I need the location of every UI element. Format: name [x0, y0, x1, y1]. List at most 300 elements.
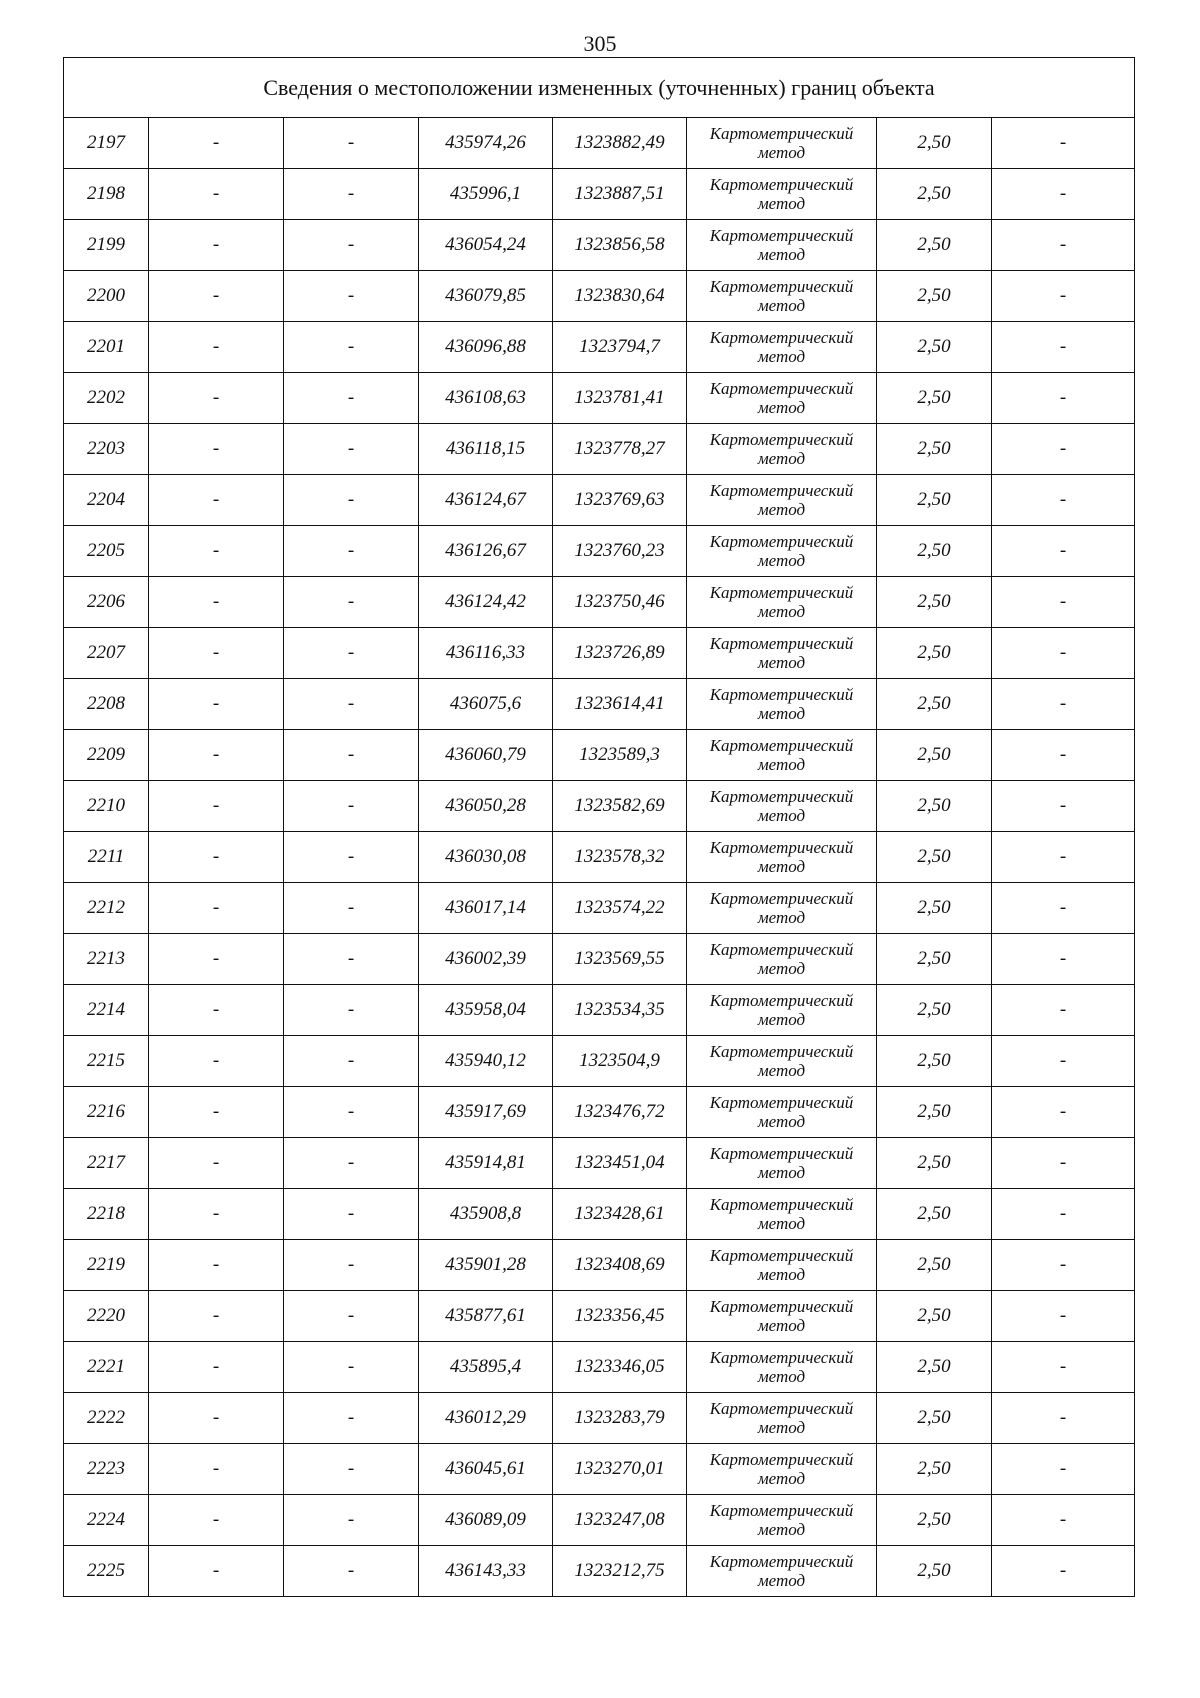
method-cell: [687, 1036, 877, 1087]
y-coordinate-cell: 1323781,41: [553, 373, 687, 424]
y-coordinate-cell: 1323769,63: [553, 475, 687, 526]
method-cell: [687, 832, 877, 883]
empty-value-cell: -: [149, 118, 284, 169]
empty-value-cell: -: [992, 169, 1135, 220]
point-number-cell: 2213: [64, 934, 149, 985]
method-line-2: метод: [757, 347, 806, 366]
table-row: [64, 1240, 1135, 1291]
method-line-2: метод: [757, 1469, 806, 1488]
table-row: [64, 985, 1135, 1036]
table-row: [64, 1342, 1135, 1393]
y-coordinate-cell: 1323726,89: [553, 628, 687, 679]
empty-value-cell: -: [149, 526, 284, 577]
method-line-2: метод: [757, 959, 806, 978]
method-line-1: Картометрический: [709, 1246, 854, 1265]
table-row: [64, 577, 1135, 628]
x-coordinate-cell: 435895,4: [419, 1342, 553, 1393]
method-cell: [687, 475, 877, 526]
method-cell: [687, 1240, 877, 1291]
empty-value-cell: -: [284, 1138, 419, 1189]
table-row: [64, 1495, 1135, 1546]
empty-value-cell: -: [992, 1138, 1135, 1189]
x-coordinate-cell: 436079,85: [419, 271, 553, 322]
empty-value-cell: -: [149, 1189, 284, 1240]
method-line-2: метод: [757, 1163, 806, 1182]
x-coordinate-cell: 436012,29: [419, 1393, 553, 1444]
accuracy-cell: 2,50: [877, 781, 992, 832]
x-coordinate-cell: 435917,69: [419, 1087, 553, 1138]
method-cell: [687, 118, 877, 169]
accuracy-cell: 2,50: [877, 1342, 992, 1393]
empty-value-cell: -: [992, 577, 1135, 628]
empty-value-cell: -: [992, 1546, 1135, 1597]
empty-value-cell: -: [992, 475, 1135, 526]
method-cell: [687, 883, 877, 934]
method-line-1: Картометрический: [709, 1297, 854, 1316]
x-coordinate-cell: 435914,81: [419, 1138, 553, 1189]
y-coordinate-cell: 1323578,32: [553, 832, 687, 883]
empty-value-cell: -: [284, 373, 419, 424]
point-number-cell: 2206: [64, 577, 149, 628]
y-coordinate-cell: 1323283,79: [553, 1393, 687, 1444]
accuracy-cell: 2,50: [877, 526, 992, 577]
method-line-1: Картометрический: [709, 124, 854, 143]
method-line-1: Картометрический: [709, 838, 854, 857]
empty-value-cell: -: [284, 1393, 419, 1444]
empty-value-cell: -: [284, 1444, 419, 1495]
empty-value-cell: -: [992, 1240, 1135, 1291]
point-number-cell: 2207: [64, 628, 149, 679]
method-cell: [687, 424, 877, 475]
point-number-cell: 2217: [64, 1138, 149, 1189]
y-coordinate-cell: 1323887,51: [553, 169, 687, 220]
y-coordinate-cell: 1323830,64: [553, 271, 687, 322]
empty-value-cell: -: [149, 1291, 284, 1342]
method-cell: [687, 1087, 877, 1138]
table-row: [64, 1036, 1135, 1087]
table-title: Сведения о местоположении измененных (уточненных) границ объекта: [64, 58, 1135, 118]
point-number-cell: 2219: [64, 1240, 149, 1291]
accuracy-cell: 2,50: [877, 1393, 992, 1444]
x-coordinate-cell: 435901,28: [419, 1240, 553, 1291]
x-coordinate-cell: 436126,67: [419, 526, 553, 577]
empty-value-cell: -: [149, 781, 284, 832]
method-line-2: метод: [757, 194, 806, 213]
y-coordinate-cell: 1323356,45: [553, 1291, 687, 1342]
empty-value-cell: -: [284, 1546, 419, 1597]
empty-value-cell: -: [284, 1036, 419, 1087]
empty-value-cell: -: [284, 679, 419, 730]
empty-value-cell: -: [149, 679, 284, 730]
empty-value-cell: -: [149, 475, 284, 526]
table-row: [64, 526, 1135, 577]
empty-value-cell: -: [149, 1393, 284, 1444]
y-coordinate-cell: 1323212,75: [553, 1546, 687, 1597]
accuracy-cell: 2,50: [877, 169, 992, 220]
table-row: [64, 781, 1135, 832]
method-line-1: Картометрический: [709, 1042, 854, 1061]
empty-value-cell: -: [284, 1087, 419, 1138]
accuracy-cell: 2,50: [877, 883, 992, 934]
x-coordinate-cell: 436030,08: [419, 832, 553, 883]
y-coordinate-cell: 1323778,27: [553, 424, 687, 475]
method-cell: [687, 577, 877, 628]
empty-value-cell: -: [992, 271, 1135, 322]
empty-value-cell: -: [284, 832, 419, 883]
accuracy-cell: 2,50: [877, 1138, 992, 1189]
empty-value-cell: -: [149, 577, 284, 628]
method-line-1: Картометрический: [709, 175, 854, 194]
empty-value-cell: -: [149, 322, 284, 373]
method-line-1: Картометрический: [709, 940, 854, 959]
method-line-2: метод: [757, 500, 806, 519]
accuracy-cell: 2,50: [877, 424, 992, 475]
page-number: 305: [583, 31, 617, 56]
method-line-2: метод: [757, 551, 806, 570]
x-coordinate-cell: 436118,15: [419, 424, 553, 475]
point-number-cell: 2201: [64, 322, 149, 373]
point-number-cell: 2205: [64, 526, 149, 577]
method-cell: [687, 373, 877, 424]
point-number-cell: 2200: [64, 271, 149, 322]
y-coordinate-cell: 1323408,69: [553, 1240, 687, 1291]
method-cell: [687, 985, 877, 1036]
empty-value-cell: -: [149, 271, 284, 322]
accuracy-cell: 2,50: [877, 1189, 992, 1240]
x-coordinate-cell: 436108,63: [419, 373, 553, 424]
empty-value-cell: -: [149, 220, 284, 271]
method-line-1: Картометрический: [709, 1450, 854, 1469]
table-header-row: [64, 58, 1135, 118]
method-line-2: метод: [757, 296, 806, 315]
method-line-1: Картометрический: [709, 736, 854, 755]
method-cell: [687, 1138, 877, 1189]
y-coordinate-cell: 1323270,01: [553, 1444, 687, 1495]
method-line-2: метод: [757, 245, 806, 264]
accuracy-cell: 2,50: [877, 1087, 992, 1138]
empty-value-cell: -: [992, 832, 1135, 883]
table-row: [64, 1393, 1135, 1444]
x-coordinate-cell: 436060,79: [419, 730, 553, 781]
empty-value-cell: -: [284, 1495, 419, 1546]
method-line-1: Картометрический: [709, 1195, 854, 1214]
x-coordinate-cell: 435996,1: [419, 169, 553, 220]
accuracy-cell: 2,50: [877, 118, 992, 169]
empty-value-cell: -: [284, 985, 419, 1036]
method-line-2: метод: [757, 1214, 806, 1233]
empty-value-cell: -: [992, 883, 1135, 934]
point-number-cell: 2212: [64, 883, 149, 934]
method-line-2: метод: [757, 1265, 806, 1284]
accuracy-cell: 2,50: [877, 1444, 992, 1495]
method-cell: [687, 1189, 877, 1240]
method-line-2: метод: [757, 755, 806, 774]
table-row: [64, 475, 1135, 526]
empty-value-cell: -: [284, 577, 419, 628]
empty-value-cell: -: [149, 169, 284, 220]
empty-value-cell: -: [992, 985, 1135, 1036]
method-line-1: Картометрический: [709, 1501, 854, 1520]
x-coordinate-cell: 435940,12: [419, 1036, 553, 1087]
point-number-cell: 2210: [64, 781, 149, 832]
accuracy-cell: 2,50: [877, 577, 992, 628]
empty-value-cell: -: [992, 934, 1135, 985]
method-line-2: метод: [757, 1061, 806, 1080]
accuracy-cell: 2,50: [877, 730, 992, 781]
y-coordinate-cell: 1323750,46: [553, 577, 687, 628]
method-cell: [687, 271, 877, 322]
empty-value-cell: -: [992, 424, 1135, 475]
point-number-cell: 2225: [64, 1546, 149, 1597]
y-coordinate-cell: 1323856,58: [553, 220, 687, 271]
empty-value-cell: -: [149, 934, 284, 985]
empty-value-cell: -: [992, 1036, 1135, 1087]
method-cell: [687, 730, 877, 781]
empty-value-cell: -: [284, 730, 419, 781]
accuracy-cell: 2,50: [877, 1546, 992, 1597]
point-number-cell: 2199: [64, 220, 149, 271]
method-line-1: Картометрический: [709, 226, 854, 245]
point-number-cell: 2224: [64, 1495, 149, 1546]
x-coordinate-cell: 436075,6: [419, 679, 553, 730]
empty-value-cell: -: [284, 424, 419, 475]
y-coordinate-cell: 1323346,05: [553, 1342, 687, 1393]
accuracy-cell: 2,50: [877, 934, 992, 985]
point-number-cell: 2216: [64, 1087, 149, 1138]
empty-value-cell: -: [149, 1444, 284, 1495]
empty-value-cell: -: [149, 1240, 284, 1291]
empty-value-cell: -: [992, 679, 1135, 730]
accuracy-cell: 2,50: [877, 679, 992, 730]
method-line-2: метод: [757, 704, 806, 723]
empty-value-cell: -: [992, 1342, 1135, 1393]
point-number-cell: 2211: [64, 832, 149, 883]
table-row: [64, 424, 1135, 475]
x-coordinate-cell: 436116,33: [419, 628, 553, 679]
table-row: [64, 1444, 1135, 1495]
x-coordinate-cell: 436017,14: [419, 883, 553, 934]
point-number-cell: 2208: [64, 679, 149, 730]
empty-value-cell: -: [284, 169, 419, 220]
empty-value-cell: -: [149, 1546, 284, 1597]
y-coordinate-cell: 1323569,55: [553, 934, 687, 985]
x-coordinate-cell: 435877,61: [419, 1291, 553, 1342]
method-line-1: Картометрический: [709, 532, 854, 551]
method-line-1: Картометрический: [709, 583, 854, 602]
empty-value-cell: -: [149, 1087, 284, 1138]
empty-value-cell: -: [149, 730, 284, 781]
table-row: [64, 628, 1135, 679]
empty-value-cell: -: [992, 373, 1135, 424]
table-row: [64, 220, 1135, 271]
table-row: [64, 730, 1135, 781]
y-coordinate-cell: 1323504,9: [553, 1036, 687, 1087]
method-line-2: метод: [757, 1520, 806, 1539]
empty-value-cell: -: [149, 985, 284, 1036]
empty-value-cell: -: [149, 424, 284, 475]
method-cell: [687, 1444, 877, 1495]
empty-value-cell: -: [149, 1495, 284, 1546]
x-coordinate-cell: 436045,61: [419, 1444, 553, 1495]
method-line-1: Картометрический: [709, 1348, 854, 1367]
y-coordinate-cell: 1323614,41: [553, 679, 687, 730]
empty-value-cell: -: [992, 781, 1135, 832]
method-line-1: Картометрический: [709, 685, 854, 704]
point-number-cell: 2215: [64, 1036, 149, 1087]
x-coordinate-cell: 436054,24: [419, 220, 553, 271]
empty-value-cell: -: [992, 1393, 1135, 1444]
point-number-cell: 2204: [64, 475, 149, 526]
method-cell: [687, 781, 877, 832]
empty-value-cell: -: [149, 373, 284, 424]
x-coordinate-cell: 435974,26: [419, 118, 553, 169]
accuracy-cell: 2,50: [877, 220, 992, 271]
method-cell: [687, 1393, 877, 1444]
method-line-2: метод: [757, 1316, 806, 1335]
y-coordinate-cell: 1323582,69: [553, 781, 687, 832]
empty-value-cell: -: [992, 1189, 1135, 1240]
point-number-cell: 2222: [64, 1393, 149, 1444]
y-coordinate-cell: 1323760,23: [553, 526, 687, 577]
method-line-2: метод: [757, 1571, 806, 1590]
empty-value-cell: -: [284, 475, 419, 526]
accuracy-cell: 2,50: [877, 475, 992, 526]
method-line-1: Картометрический: [709, 889, 854, 908]
empty-value-cell: -: [992, 526, 1135, 577]
table-row: [64, 271, 1135, 322]
point-number-cell: 2221: [64, 1342, 149, 1393]
table-row: [64, 1546, 1135, 1597]
table-row: [64, 373, 1135, 424]
accuracy-cell: 2,50: [877, 832, 992, 883]
table-row: [64, 1189, 1135, 1240]
empty-value-cell: -: [149, 1342, 284, 1393]
method-cell: [687, 220, 877, 271]
accuracy-cell: 2,50: [877, 985, 992, 1036]
accuracy-cell: 2,50: [877, 1036, 992, 1087]
method-cell: [687, 169, 877, 220]
method-line-2: метод: [757, 857, 806, 876]
empty-value-cell: -: [284, 883, 419, 934]
table-row: [64, 1087, 1135, 1138]
method-line-2: метод: [757, 143, 806, 162]
method-line-2: метод: [757, 806, 806, 825]
method-line-1: Картометрический: [709, 991, 854, 1010]
method-line-2: метод: [757, 1112, 806, 1131]
empty-value-cell: -: [284, 781, 419, 832]
method-line-2: метод: [757, 1010, 806, 1029]
y-coordinate-cell: 1323794,7: [553, 322, 687, 373]
point-number-cell: 2198: [64, 169, 149, 220]
method-line-1: Картометрический: [709, 1399, 854, 1418]
table-row: [64, 1291, 1135, 1342]
empty-value-cell: -: [992, 1087, 1135, 1138]
method-line-1: Картометрический: [709, 379, 854, 398]
empty-value-cell: -: [284, 118, 419, 169]
method-line-2: метод: [757, 908, 806, 927]
y-coordinate-cell: 1323451,04: [553, 1138, 687, 1189]
method-line-1: Картометрический: [709, 1093, 854, 1112]
empty-value-cell: -: [284, 1240, 419, 1291]
point-number-cell: 2209: [64, 730, 149, 781]
empty-value-cell: -: [284, 628, 419, 679]
x-coordinate-cell: 435958,04: [419, 985, 553, 1036]
empty-value-cell: -: [284, 220, 419, 271]
method-line-1: Картометрический: [709, 1552, 854, 1571]
empty-value-cell: -: [149, 832, 284, 883]
method-line-1: Картометрический: [709, 328, 854, 347]
y-coordinate-cell: 1323589,3: [553, 730, 687, 781]
method-cell: [687, 934, 877, 985]
method-line-1: Картометрический: [709, 277, 854, 296]
method-line-2: метод: [757, 398, 806, 417]
table-row: [64, 169, 1135, 220]
empty-value-cell: -: [284, 1189, 419, 1240]
accuracy-cell: 2,50: [877, 373, 992, 424]
method-line-2: метод: [757, 1418, 806, 1437]
point-number-cell: 2223: [64, 1444, 149, 1495]
point-number-cell: 2214: [64, 985, 149, 1036]
empty-value-cell: -: [992, 1495, 1135, 1546]
x-coordinate-cell: 436002,39: [419, 934, 553, 985]
y-coordinate-cell: 1323574,22: [553, 883, 687, 934]
method-line-1: Картометрический: [709, 430, 854, 449]
method-cell: [687, 322, 877, 373]
table-row: [64, 118, 1135, 169]
method-line-1: Картометрический: [709, 481, 854, 500]
method-line-2: метод: [757, 602, 806, 621]
accuracy-cell: 2,50: [877, 1240, 992, 1291]
accuracy-cell: 2,50: [877, 271, 992, 322]
y-coordinate-cell: 1323428,61: [553, 1189, 687, 1240]
empty-value-cell: -: [992, 628, 1135, 679]
point-number-cell: 2202: [64, 373, 149, 424]
empty-value-cell: -: [992, 322, 1135, 373]
boundary-coordinates-table: [63, 57, 1135, 1597]
point-number-cell: 2220: [64, 1291, 149, 1342]
method-line-1: Картометрический: [709, 787, 854, 806]
x-coordinate-cell: 436089,09: [419, 1495, 553, 1546]
point-number-cell: 2218: [64, 1189, 149, 1240]
x-coordinate-cell: 436050,28: [419, 781, 553, 832]
x-coordinate-cell: 436143,33: [419, 1546, 553, 1597]
point-number-cell: 2203: [64, 424, 149, 475]
empty-value-cell: -: [284, 934, 419, 985]
x-coordinate-cell: 436124,42: [419, 577, 553, 628]
y-coordinate-cell: 1323534,35: [553, 985, 687, 1036]
x-coordinate-cell: 436124,67: [419, 475, 553, 526]
method-line-2: метод: [757, 1367, 806, 1386]
empty-value-cell: -: [992, 1291, 1135, 1342]
y-coordinate-cell: 1323476,72: [553, 1087, 687, 1138]
empty-value-cell: -: [149, 1138, 284, 1189]
method-cell: [687, 1546, 877, 1597]
point-number-cell: 2197: [64, 118, 149, 169]
x-coordinate-cell: 436096,88: [419, 322, 553, 373]
x-coordinate-cell: 435908,8: [419, 1189, 553, 1240]
method-line-2: метод: [757, 449, 806, 468]
accuracy-cell: 2,50: [877, 628, 992, 679]
empty-value-cell: -: [149, 1036, 284, 1087]
method-line-1: Картометрический: [709, 634, 854, 653]
empty-value-cell: -: [149, 628, 284, 679]
method-line-2: метод: [757, 653, 806, 672]
empty-value-cell: -: [284, 1342, 419, 1393]
accuracy-cell: 2,50: [877, 322, 992, 373]
empty-value-cell: -: [992, 220, 1135, 271]
method-line-1: Картометрический: [709, 1144, 854, 1163]
empty-value-cell: -: [284, 271, 419, 322]
